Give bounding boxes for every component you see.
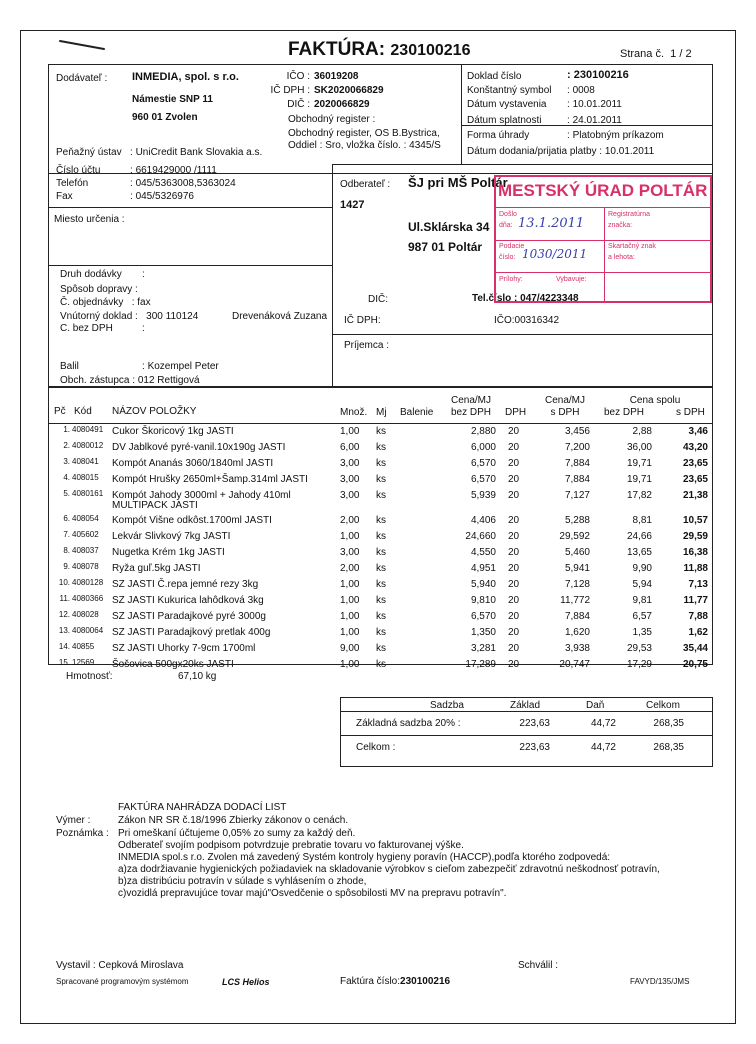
row-pc: 8. (63, 546, 70, 555)
row-qty: 9,00 (340, 643, 360, 654)
row-total: 17,82 (626, 490, 652, 501)
customer-street: Ul.Sklárska 34 (408, 220, 490, 234)
th-total-bez: bez DPH (604, 407, 645, 418)
row-vat: 20 (508, 659, 520, 670)
th-pricevat-bot: s DPH (550, 407, 580, 418)
row-price: 4,406 (470, 515, 496, 526)
customer-ico: IČO:00316342 (494, 315, 560, 326)
row-qty: 6,00 (340, 442, 360, 453)
row-vat: 20 (508, 595, 520, 606)
sum-zaklad: Základ (510, 700, 541, 711)
row-pricevat: 7,884 (564, 474, 590, 485)
th-pricevat-top: Cena/MJ (544, 395, 585, 406)
note-line: c)vozidlá prepravujúce tovar majú"Osvedčenie o spôsobilosti MV na prepravu potravín". (118, 888, 507, 899)
row-name: SZ JASTI Paradajkové pyré 3000g (112, 611, 266, 622)
customer-label: Odberateľ : (340, 179, 391, 190)
row-vat: 20 (508, 531, 520, 542)
sum-row2-zaklad: 223,63 (519, 742, 550, 753)
row-kod: 408028 (72, 610, 99, 619)
row-kod: 4080161 (72, 489, 104, 498)
row-kod: 408054 (72, 514, 99, 523)
row-qty: 3,00 (340, 458, 360, 469)
stamp-vybavuje-label: Vybavuje: (556, 276, 587, 283)
row-name: Kompót Jahody 3000ml + Jahody 410ml (112, 490, 291, 501)
th-total-s: s DPH (676, 407, 705, 418)
row-pricevat: 7,884 (564, 458, 590, 469)
row-pc: 9. (63, 562, 70, 571)
row-qty: 1,00 (340, 627, 360, 638)
row-totalvat: 11,77 (683, 595, 708, 606)
sales-rep: Obch. zástupca : 012 Rettigová (60, 375, 200, 386)
row-unit: ks (376, 547, 386, 558)
dic-value: 2020066829 (314, 99, 370, 110)
row-price: 17,289 (465, 659, 496, 670)
th-price-top: Cena/MJ (450, 395, 491, 406)
row-unit: ks (376, 611, 386, 622)
row-kod: 4080064 (72, 626, 104, 635)
row-totalvat: 29,59 (682, 531, 708, 542)
ico-label: IČO : (286, 71, 310, 82)
customer-city: 987 01 Poltár (408, 240, 483, 254)
icdph-label: IČ DPH : (270, 85, 310, 96)
row-total: 13,65 (626, 547, 652, 558)
sum-celkom: Celkom (646, 700, 680, 711)
sum-sadzba: Sadzba (430, 700, 464, 711)
row-pc: 5. (63, 489, 70, 498)
customer-phone: Tel.číslo : 047/4223348 (472, 293, 579, 304)
stamp-dosle-sub: dňa: (499, 222, 513, 229)
sum-row1-zaklad: 223,63 (519, 718, 550, 729)
doklad-label: Doklad číslo (467, 71, 522, 82)
sum-row1-celkom: 268,35 (653, 718, 684, 729)
row-vat: 20 (508, 563, 520, 574)
system-label: Spracované programovým systémom (56, 977, 189, 986)
row-pricevat: 29,592 (559, 531, 590, 542)
row-unit: ks (376, 426, 386, 437)
note-line: b)za distribúciu potravín v súlade s vyhlásením o zhode, (118, 876, 367, 887)
row-total: 2,88 (632, 426, 652, 437)
note-line: a)za dodržiavanie hygienických požiadaviek na skladovanie výrobkov s cieľom zabezpečiť zdravotnú neškodnosť potravín, (118, 864, 660, 875)
row-price: 6,000 (470, 442, 496, 453)
system-name: LCS Helios (222, 977, 270, 987)
row-vat: 20 (508, 547, 520, 558)
doklad-value: : 230100216 (567, 69, 629, 81)
row-pc: 6. (63, 514, 70, 523)
row-vat: 20 (508, 474, 520, 485)
pen-mark-icon (58, 38, 106, 52)
row-unit: ks (376, 627, 386, 638)
customer-name: ŠJ pri MŠ Poltár (408, 175, 508, 190)
th-total-top: Cena spolu (629, 395, 681, 406)
row-name: SZ JASTI Uhorky 7-9cm 1700ml (112, 643, 256, 654)
row-total: 9,81 (632, 595, 652, 606)
sum-row2-label: Celkom : (356, 742, 396, 753)
row-price: 3,281 (470, 643, 496, 654)
page-indicator: Strana č. 1 / 2 (620, 48, 692, 60)
register-line-1: Obchodný register : (288, 114, 376, 125)
row-pc: 1. (63, 425, 70, 434)
registry-stamp (494, 175, 712, 303)
row-price: 4,951 (470, 563, 496, 574)
th-unit: Mj (376, 407, 387, 418)
note-line: INMEDIA spol.s r.o. Zvolen má zavedený Systém kontroly hygieny poravín (HACCP),podľa ktorého zodpovedá: (118, 852, 611, 863)
row-name: Lekvár Slivkový 7kg JASTI (112, 531, 231, 542)
customer-dic-label: DIČ: (368, 294, 388, 305)
symbol-value: : 0008 (567, 85, 595, 96)
symbol-label: Konštantný symbol (467, 85, 552, 96)
row-name: Kompót Ananás 3060/1840ml JASTI (112, 458, 274, 469)
row-name: SZ JASTI Č.repa jemné rezy 3kg (112, 579, 259, 590)
row-vat: 20 (508, 490, 520, 501)
stamp-title: MESTSKÝ ÚRAD POLTÁR (498, 181, 708, 200)
row-qty: 3,00 (340, 474, 360, 485)
row-total: 29,53 (626, 643, 652, 654)
fax-label: Fax (56, 191, 73, 202)
row-pc: 12. (58, 610, 70, 619)
vymer-label: Výmer : (56, 815, 91, 826)
row-pricevat: 5,941 (564, 563, 590, 574)
row-total: 36,00 (626, 442, 652, 453)
bank-value: : UniCredit Bank Slovakia a.s. (130, 147, 263, 158)
row-pricevat: 7,128 (564, 579, 590, 590)
row-pc: 11. (59, 594, 70, 603)
delivery-type: Druh dodávky : (60, 269, 145, 280)
row-vat: 20 (508, 458, 520, 469)
row-price: 6,570 (470, 458, 496, 469)
row-price: 9,810 (470, 595, 496, 606)
notes-heading: FAKTÚRA NAHRÁDZA DODACÍ LIST (118, 802, 287, 813)
row-name: Kompót Višne odkôst.1700ml JASTI (112, 515, 272, 526)
footer-invoice: Faktúra číslo:230100216 (340, 976, 451, 987)
row-unit: ks (376, 563, 386, 574)
row-totalvat: 23,65 (682, 474, 708, 485)
issued-by: Vystavil : Cepková Miroslava (56, 960, 184, 971)
row-total: 5,94 (632, 579, 652, 590)
row-name: Šošovica 500gx20ks JASTI (112, 659, 234, 670)
row-qty: 3,00 (340, 547, 360, 558)
th-vat: DPH (505, 407, 527, 418)
row-price: 4,550 (470, 547, 496, 558)
dic-label: DIČ : (287, 99, 310, 110)
recipient-label: Príjemca : (344, 340, 390, 351)
row-vat: 20 (508, 426, 520, 437)
row-total: 9,90 (632, 563, 652, 574)
th-pc: Pč (54, 406, 66, 417)
row-totalvat: 35,44 (682, 643, 708, 654)
issue-label: Dátum vystavenia (467, 99, 547, 110)
stamp-skart-sub: a lehota: (608, 254, 635, 261)
row-kod: 40855 (72, 642, 95, 651)
approved-by: Schválil : (518, 960, 559, 971)
row-name: Kompót Hrušky 2650ml+Šamp.314ml JASTI (112, 474, 308, 485)
row-pricevat: 7,127 (564, 490, 590, 501)
row-name: Cukor Škoricový 1kg JASTI (112, 426, 234, 437)
row-kod: 408078 (72, 562, 99, 571)
row-kod: 12569 (72, 658, 95, 667)
register-line-2: Obchodný register, OS B.Bystrica, (288, 128, 440, 139)
row-name: SZ JASTI Paradajkový pretlak 400g (112, 627, 271, 638)
row-name: Ryža guľ.5kg JASTI (112, 563, 201, 574)
payment-value: : Platobným príkazom (567, 130, 664, 141)
weight-value: 67,10 kg (178, 671, 217, 682)
row-pc: 15. (58, 658, 70, 667)
row-unit: ks (376, 595, 386, 606)
stamp-received-date: 13.1.2011 (518, 216, 585, 231)
account-value: : 6619429000 /1111 (130, 165, 217, 176)
row-pc: 3. (63, 457, 70, 466)
sum-row1-dan: 44,72 (590, 718, 616, 729)
row-price: 6,570 (470, 474, 496, 485)
novat-label: C. bez DPH : (60, 323, 145, 334)
stamp-podacie-label: Podacie (499, 243, 525, 250)
row-unit: ks (376, 531, 386, 542)
row-vat: 20 (508, 515, 520, 526)
sum-row2-celkom: 268,35 (653, 742, 684, 753)
row-qty: 1,00 (340, 579, 360, 590)
row-pricevat: 5,288 (564, 515, 590, 526)
internal-person: Drevenáková Zuzana (232, 311, 328, 322)
row-totalvat: 21,38 (682, 490, 708, 501)
row-name: Nugetka Krém 1kg JASTI (112, 547, 225, 558)
row-price: 2,880 (470, 426, 496, 437)
sum-row1-label: Základná sadzba 20% : (356, 718, 461, 729)
row-qty: 1,00 (340, 426, 360, 437)
footer-code: FAVYD/135/JMS (630, 977, 690, 986)
stamp-skart-label: Skartačný znak (608, 243, 656, 250)
row-kod: 408037 (72, 546, 99, 555)
row-kod: 408015 (72, 473, 99, 482)
row-totalvat: 23,65 (682, 458, 708, 469)
row-totalvat: 11,88 (683, 563, 708, 574)
row-price: 1,350 (470, 627, 496, 638)
row-vat: 20 (508, 442, 520, 453)
row-kod: 4080128 (72, 578, 104, 587)
stamp-podacie-value: 1030/2011 (522, 247, 588, 261)
row-vat: 20 (508, 611, 520, 622)
row-kod: 4080491 (72, 425, 104, 434)
row-total: 19,71 (626, 474, 652, 485)
delivery-date: Dátum dodania/prijatia platby : 10.01.2011 (467, 146, 655, 157)
doc-title: FAKTÚRA: 230100216 (288, 39, 471, 60)
phone-label: Telefón (56, 178, 89, 189)
icdph-value: SK2020066829 (314, 85, 384, 96)
row-totalvat: 20,75 (682, 659, 708, 670)
bank-label: Peňažný ústav (56, 147, 122, 158)
note-line: Pri omeškaní účtujeme 0,05% zo sumy za každý deň. (118, 828, 356, 839)
th-pack: Balenie (400, 407, 434, 418)
row-unit: ks (376, 442, 386, 453)
row-total: 17,29 (626, 659, 652, 670)
row-pricevat: 7,884 (564, 611, 590, 622)
due-label: Dátum splatnosti (467, 115, 542, 126)
issue-value: : 10.01.2011 (567, 99, 622, 110)
row-name-line2: MULTIPACK JASTI (112, 500, 198, 511)
packer-value: : Kozempel Peter (142, 361, 219, 372)
register-line-3: Oddiel : Sro, vložka číslo. : 4345/S (288, 140, 441, 151)
row-totalvat: 3,46 (688, 426, 708, 437)
row-pc: 2. (63, 441, 70, 450)
customer-code: 1427 (340, 199, 365, 211)
row-unit: ks (376, 490, 386, 501)
sum-dan: Daň (586, 700, 605, 711)
weight-label: Hmotnosť: (66, 671, 113, 682)
row-kod: 4080012 (72, 441, 104, 450)
supplier-label: Dodávateľ : (56, 73, 108, 84)
row-totalvat: 7,88 (688, 611, 708, 622)
delivery-method: Spôsob dopravy : (60, 284, 138, 295)
row-pc: 13. (58, 626, 70, 635)
note-line: Odberateľ svojím podpisom potvrdzuje prebratie tovaru vo fakturovanej výške. (118, 840, 464, 851)
packer-label: Balil (60, 361, 79, 372)
row-pricevat: 11,772 (560, 595, 590, 606)
row-totalvat: 10,57 (682, 515, 708, 526)
row-pricevat: 7,200 (564, 442, 590, 453)
supplier-name: INMEDIA, spol. s r.o. (132, 71, 239, 83)
th-qty: Množ. (340, 407, 368, 418)
row-total: 24,66 (626, 531, 652, 542)
row-kod: 408041 (72, 457, 99, 466)
row-vat: 20 (508, 643, 520, 654)
row-total: 8,81 (632, 515, 652, 526)
row-name: DV Jablkové pyré-vanil.10x190g JASTI (112, 442, 286, 453)
row-price: 6,570 (470, 611, 496, 622)
row-pc: 4. (63, 473, 70, 482)
row-unit: ks (376, 458, 386, 469)
row-qty: 1,00 (340, 595, 360, 606)
row-total: 6,57 (632, 611, 652, 622)
row-unit: ks (376, 579, 386, 590)
row-vat: 20 (508, 627, 520, 638)
row-name: SZ JASTI Kukurica lahôdková 3kg (112, 595, 264, 606)
vymer-text: Zákon NR SR č.18/1996 Zbierky zákonov o cenách. (118, 815, 349, 826)
row-pc: 7. (63, 530, 70, 539)
customer-icdph-label: IČ DPH: (344, 315, 381, 326)
internal-doc: Vnútorný doklad : 300 110124 (60, 311, 199, 322)
row-total: 1,35 (632, 627, 652, 638)
row-vat: 20 (508, 579, 520, 590)
payment-label: Forma úhrady (467, 130, 530, 141)
supplier-street: Námestie SNP 11 (132, 94, 213, 105)
row-totalvat: 43,20 (682, 442, 708, 453)
row-pricevat: 5,460 (564, 547, 590, 558)
row-pricevat: 1,620 (564, 627, 590, 638)
row-pricevat: 20,747 (559, 659, 590, 670)
row-kod: 4080366 (72, 594, 104, 603)
account-label: Číslo účtu (56, 165, 101, 176)
row-price: 5,940 (470, 579, 496, 590)
th-kod: Kód (74, 406, 92, 417)
sum-row2-dan: 44,72 (590, 742, 616, 753)
stamp-dosle-label: Došlo (499, 211, 517, 218)
row-qty: 1,00 (340, 611, 360, 622)
row-unit: ks (376, 643, 386, 654)
row-price: 24,660 (465, 531, 496, 542)
stamp-podacie-sub: číslo: (499, 254, 516, 261)
order-number: Č. objednávky : fax (60, 297, 151, 308)
row-total: 19,71 (626, 458, 652, 469)
stamp-reg-label: Registratúrna (608, 211, 651, 218)
phone-value: : 045/5363008,5363024 (130, 178, 236, 189)
poznamka-label: Poznámka : (56, 828, 109, 839)
row-totalvat: 1,62 (688, 627, 708, 638)
row-pc: 14. (58, 642, 70, 651)
th-name: NÁZOV POLOŽKY (112, 406, 197, 417)
row-totalvat: 7,13 (688, 579, 708, 590)
row-unit: ks (376, 515, 386, 526)
stamp-prilohy-label: Prílohy: (499, 276, 523, 283)
row-unit: ks (376, 659, 386, 670)
row-totalvat: 16,38 (682, 547, 708, 558)
row-pricevat: 3,456 (564, 426, 590, 437)
ico-value: 36019208 (314, 71, 359, 82)
row-pricevat: 3,938 (564, 643, 590, 654)
due-value: : 24.01.2011 (567, 115, 622, 126)
th-price-bot: bez DPH (450, 407, 491, 418)
row-kod: 405602 (72, 530, 99, 539)
row-price: 5,939 (470, 490, 496, 501)
row-qty: 1,00 (340, 531, 360, 542)
place-label: Miesto určenia : (54, 214, 125, 225)
row-qty: 1,00 (340, 659, 360, 670)
supplier-city: 960 01 Zvolen (132, 112, 198, 123)
row-qty: 2,00 (340, 515, 360, 526)
row-unit: ks (376, 474, 386, 485)
row-qty: 2,00 (340, 563, 360, 574)
row-pc: 10. (58, 578, 70, 587)
stamp-reg-sub: značka: (608, 222, 633, 229)
fax-value: : 045/5326976 (130, 191, 194, 202)
row-qty: 3,00 (340, 490, 360, 501)
